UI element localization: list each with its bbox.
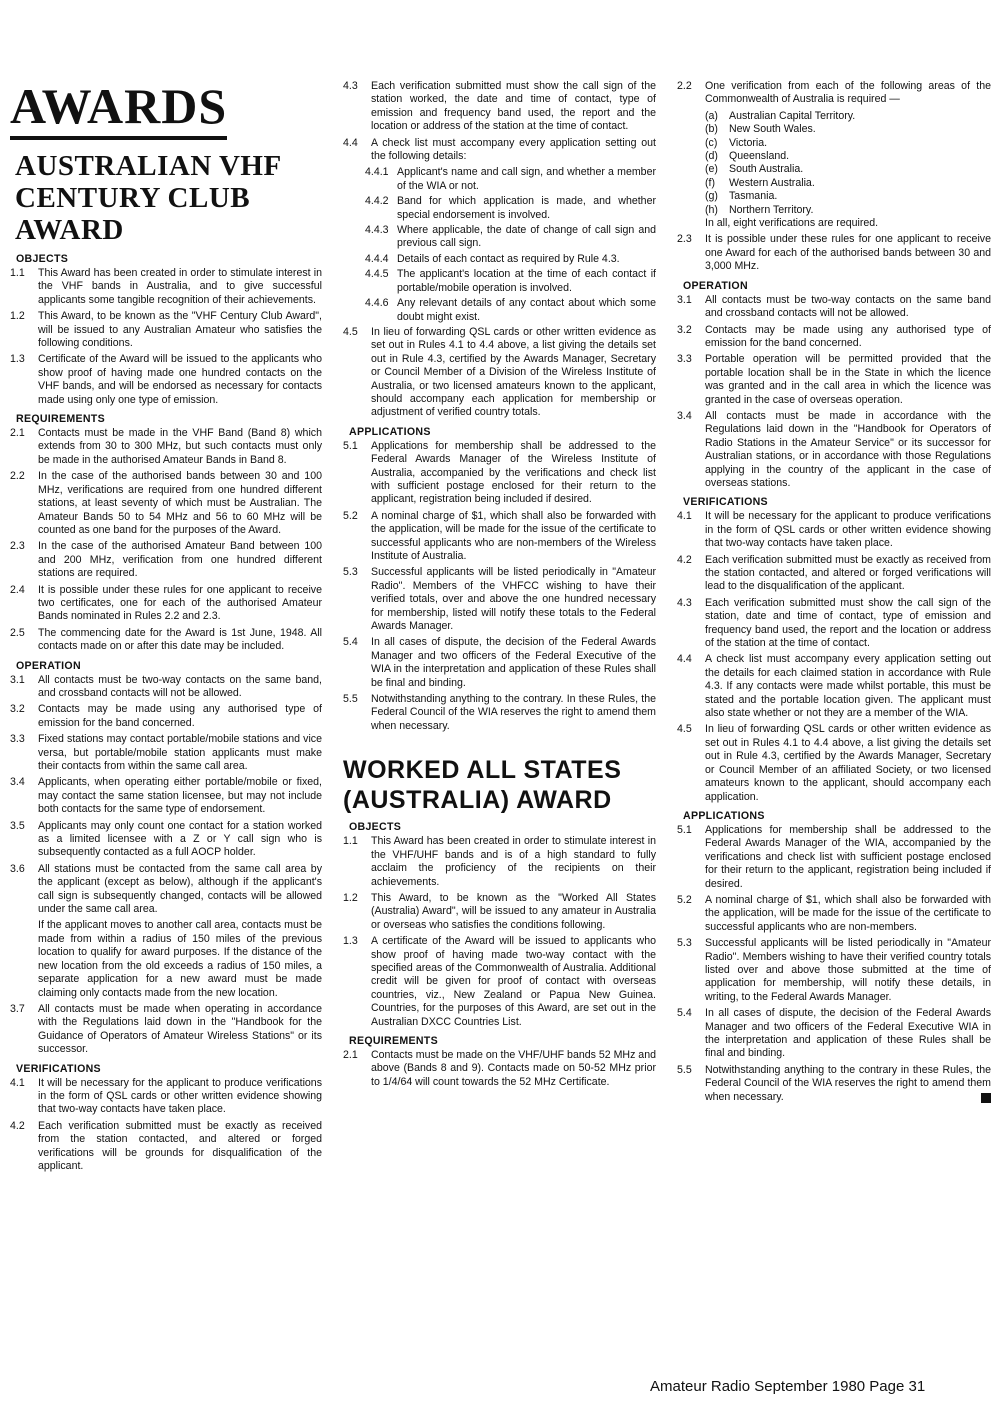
was-verifications-list bbox=[677, 510, 991, 804]
was-verifications-list-item bbox=[677, 597, 991, 651]
vhf-operation-list-item bbox=[10, 703, 322, 730]
item-number: 3.1 bbox=[10, 673, 25, 686]
was-applications-list-item bbox=[677, 824, 991, 891]
vhf-applications-list bbox=[343, 440, 656, 734]
item-text: Fixed stations may contact portable/mobile stations and vice versa, but portable/mobile station applicants must make their contacts from within the same call area. bbox=[38, 733, 322, 772]
was-verifications-list-item bbox=[677, 510, 991, 550]
vhf-verifications-list-b-item bbox=[343, 80, 656, 134]
was-verifications-heading: VERIFICATIONS bbox=[683, 496, 768, 509]
section-title: AWARDS bbox=[10, 80, 227, 140]
item-number: 4.1 bbox=[10, 1076, 25, 1089]
vhf-verifications-list-a-item bbox=[10, 1120, 322, 1174]
was-objects-list-item bbox=[343, 892, 656, 932]
item-number: 2.2 bbox=[677, 80, 692, 92]
vhf-operation-heading: OPERATION bbox=[16, 659, 81, 672]
item-text: Contacts may be made using any authorised type of emission for the band concerned. bbox=[705, 323, 991, 349]
vhf-objects-list-item bbox=[10, 310, 322, 350]
item-number: 3.4 bbox=[10, 776, 25, 789]
vhf-verifications-list-a-item bbox=[10, 1077, 322, 1117]
item-number: 4.4 bbox=[677, 653, 692, 666]
vhf-applications-heading: APPLICATIONS bbox=[349, 425, 431, 438]
item-number: (c) bbox=[705, 136, 718, 149]
vhf-requirements-list-item bbox=[10, 427, 322, 467]
item-number: 4.4.3 bbox=[365, 224, 389, 237]
item-text: This Award, to be known as the "Worked All States (Australia) Award", will be issued to any amateur in Australia or overseas who satisfies the conditions following. bbox=[371, 891, 656, 931]
item-text: Each verification submitted must show the call sign of the station worked, the date and time of contact, type of emission and frequency band used, the report and the location or address of the station at the time of contact. bbox=[371, 80, 656, 133]
vhf-operation-list-item bbox=[10, 674, 322, 701]
item-number: 5.3 bbox=[343, 566, 358, 579]
item-number: 5.2 bbox=[343, 509, 358, 522]
vhf-objects-list-item bbox=[10, 353, 322, 407]
vhf-operation-list bbox=[10, 674, 322, 917]
was-verifications-list-item bbox=[677, 723, 991, 803]
was-applications-list-item bbox=[677, 1064, 991, 1104]
was-requirements-list-2-item bbox=[677, 233, 991, 273]
was-areas-list-item bbox=[705, 150, 991, 163]
item-text: Where applicable, the date of change of call sign and previous call sign. bbox=[397, 224, 656, 250]
item-text: Western Australia. bbox=[729, 176, 815, 189]
item-text: All contacts must be made in accordance with the Regulations laid down in the "Handbook for Operators of Radio Stations in the Amateur Service" or its successor for Australian stations, or in accordance with those Regulations applying in the country of the applicant in the case of overseas stations. bbox=[705, 409, 991, 489]
item-number: 3.7 bbox=[10, 1002, 25, 1015]
item-text: In the case of the authorised Amateur Band between 100 and 200 MHz, verification from one hundred different stations are required. bbox=[38, 540, 322, 580]
end-of-article-mark bbox=[981, 1093, 991, 1103]
item-text: The applicant's location at the time of each contact if portable/mobile operation is involved. bbox=[397, 268, 656, 294]
was-operation-list-item bbox=[677, 353, 991, 407]
vhf-operation-list-item bbox=[10, 776, 322, 816]
item-text: Australian Capital Territory. bbox=[729, 109, 856, 122]
vhf-applications-list-item bbox=[343, 566, 656, 633]
item-number: 2.1 bbox=[10, 427, 25, 440]
vhf-verifications-subitems-item bbox=[365, 224, 656, 251]
item-number: (b) bbox=[705, 123, 718, 136]
item-number: 4.4.2 bbox=[365, 195, 389, 208]
item-number: 3.3 bbox=[10, 733, 25, 746]
was-areas-list-item bbox=[705, 137, 991, 150]
was-objects-list-item bbox=[343, 835, 656, 889]
item-number: (g) bbox=[705, 190, 718, 203]
item-text: A certificate of the Award will be issued to applicants who show proof of having made two-way contact with the specified areas of the Commonwealth of Australia. Additional credit will be given for proof of contact with overseas countries, viz., New Zealand or Papua New Guinea. Countries, for the purposes of this Award, are set out in the Australian DXCC Countries List. bbox=[371, 935, 656, 1028]
vhf-operation-list-item bbox=[10, 733, 322, 773]
page-footer: Amateur Radio September 1980 Page 31 bbox=[650, 1378, 926, 1395]
item-number: (e) bbox=[705, 163, 718, 176]
was-operation-list-item bbox=[677, 324, 991, 351]
vhf-applications-list-item bbox=[343, 636, 656, 690]
was-requirements-heading: REQUIREMENTS bbox=[349, 1034, 438, 1047]
vhf-verifications-subitems-item bbox=[365, 268, 656, 295]
item-number: 1.2 bbox=[343, 891, 358, 904]
vhf-objects-list bbox=[10, 267, 322, 407]
item-text: All contacts must be two-way contacts on the same band and crossband contacts will not be allowed. bbox=[705, 293, 991, 320]
item-number: 1.3 bbox=[10, 353, 25, 366]
item-text: New South Wales. bbox=[729, 123, 816, 136]
item-text: Each verification submitted must be exactly as received from the station contacted, and altered or forged verifications will lead to the disqualification of the applicant. bbox=[705, 553, 991, 593]
vhf-verifications-list-b-item bbox=[343, 137, 656, 164]
item-number: 3.6 bbox=[10, 862, 25, 875]
item-number: (f) bbox=[705, 176, 715, 189]
item-number: 4.2 bbox=[10, 1119, 25, 1132]
item-number: (h) bbox=[705, 203, 718, 216]
was-operation-heading: OPERATION bbox=[683, 279, 748, 292]
vhf-verifications-list-2 bbox=[343, 326, 656, 420]
item-text: Victoria. bbox=[729, 136, 768, 149]
item-number: (a) bbox=[705, 109, 718, 122]
vhf-verifications-list-b bbox=[343, 80, 656, 163]
was-applications-list-item bbox=[677, 1007, 991, 1061]
vhf-requirements-list-item bbox=[10, 470, 322, 537]
item-number: 4.2 bbox=[677, 553, 692, 566]
item-text: Successful applicants will be listed periodically in "Amateur Radio". Members of the VHFCC wishing to have their verified totals, over and above the one hundred necessary for membership, listed will notify these totals to the Federal Awards Manager. bbox=[371, 566, 656, 633]
was-objects-heading: OBJECTS bbox=[349, 821, 402, 834]
vhf-verifications-subitems-item bbox=[365, 195, 656, 222]
item-text: Applications for membership shall be addressed to the Federal Awards Manager of the Wireless Institute of Australia, accompanied by the verifications and check list with sufficient postage enclosed for their return to the applicant, registration being included if desired. bbox=[371, 439, 656, 506]
item-number: 4.3 bbox=[343, 80, 358, 92]
item-number: 3.1 bbox=[677, 293, 692, 306]
item-text: It will be necessary for the applicant to produce verifications in the form of QSL cards or other written evidence showing that two-way contacts have taken place. bbox=[38, 1076, 322, 1116]
was-areas-list-item bbox=[705, 190, 991, 203]
item-text: This Award has been created in order to stimulate interest in the VHF bands in Australia, and to give successful applicants some tangible recognition of their achievements. bbox=[38, 267, 322, 306]
vhf-verifications-subitems-item bbox=[365, 297, 656, 324]
vhf-requirements-list bbox=[10, 427, 322, 654]
item-text: Applicant's name and call sign, and whether a member of the WIA or not. bbox=[397, 166, 656, 192]
was-requirements-list-a bbox=[343, 1049, 656, 1089]
vhf-operation-list-item bbox=[10, 863, 322, 917]
was-operation-list bbox=[677, 294, 991, 491]
was-applications-list-item bbox=[677, 894, 991, 934]
item-number: 5.2 bbox=[677, 893, 692, 906]
item-number: 4.4.1 bbox=[365, 166, 389, 179]
item-number: 2.4 bbox=[10, 583, 25, 596]
item-text: All stations must be contacted from the same call area by the applicant (except as below), although if the applicant's call sign is subsequently changed, contacts will be allowed under the same call area. bbox=[38, 862, 322, 916]
was-applications-list bbox=[677, 824, 991, 1104]
vhf-verifications-heading: VERIFICATIONS bbox=[16, 1062, 101, 1075]
was-objects-list-item bbox=[343, 935, 656, 1029]
item-number: 3.5 bbox=[10, 819, 25, 832]
item-text: Details of each contact as required by Rule 4.3. bbox=[397, 252, 620, 265]
item-number: 4.4.6 bbox=[365, 297, 389, 310]
item-number: 3.3 bbox=[677, 353, 692, 366]
item-text: All contacts must be two-way contacts on the same band, and crossband contacts will not be allowed. bbox=[38, 673, 322, 699]
item-text: Portable operation will be permitted provided that the portable location shall be in the State in which the licence was granted and in the call area in which the licence was granted in the case of overseas operation. bbox=[705, 353, 991, 406]
vhf-verifications-subitems bbox=[343, 166, 656, 323]
item-text: A nominal charge of $1, which shall also be forwarded with the application, will be made for the issue of the certificate to successful applicants who are non-members of the Wireless Institute of Australia. bbox=[371, 509, 656, 562]
was-areas-list-item bbox=[705, 163, 991, 176]
item-number: 5.1 bbox=[343, 439, 358, 452]
item-text: This Award, to be known as the "VHF Century Club Award", will be issued to any Australian Amateur who satisfies the following conditions. bbox=[38, 310, 322, 350]
vhf-applications-list-item bbox=[343, 693, 656, 733]
item-text: This Award has been created in order to stimulate interest in the VHF/UHF bands and is of a high standard to fully acclaim the proficiency of the recipients on their achievements. bbox=[371, 835, 656, 888]
was-requirements-list-2 bbox=[677, 233, 991, 273]
item-text: Each verification submitted must be exactly as received from the station contacted, and altered or forged verifications will be grounds for disqualification of the applicant. bbox=[38, 1119, 322, 1172]
item-text: One verification from each of the following areas of the Commonwealth of Australia is required — bbox=[705, 80, 991, 106]
item-number: 2.3 bbox=[677, 233, 692, 246]
vhf-requirements-list-item bbox=[10, 627, 322, 654]
item-text: Certificate of the Award will be issued to the applicants who show proof of having made one hundred contacts on the VHF bands, and will be endorsed as necessary for contacts made using only one type of emission. bbox=[38, 353, 322, 406]
item-text: Band for which application is made, and whether special endorsement is involved. bbox=[397, 195, 656, 221]
was-verifications-list-item bbox=[677, 653, 991, 720]
item-number: 4.1 bbox=[677, 510, 692, 523]
item-number: 4.5 bbox=[677, 723, 692, 736]
was-requirements-list-b-item bbox=[677, 80, 991, 107]
item-text: Any relevant details of any contact about which some doubt might exist. bbox=[397, 297, 656, 323]
item-text: The commencing date for the Award is 1st June, 1948. All contacts made on or after this date may be included. bbox=[38, 626, 322, 653]
vhf-objects-heading: OBJECTS bbox=[16, 253, 69, 265]
vhf-requirements-heading: REQUIREMENTS bbox=[16, 413, 105, 426]
was-objects-list bbox=[343, 835, 656, 1029]
item-text: Tasmania. bbox=[729, 190, 778, 203]
vhf-verifications-list-a bbox=[10, 1077, 322, 1174]
was-areas-list-item bbox=[705, 110, 991, 123]
was-areas-list-item bbox=[705, 177, 991, 190]
vhf-verifications-list-2-item bbox=[343, 326, 656, 420]
column-2 bbox=[343, 80, 656, 1092]
was-areas-list-item bbox=[705, 123, 991, 136]
column-1 bbox=[10, 80, 322, 1176]
item-number: 2.5 bbox=[10, 626, 25, 639]
item-text: Each verification submitted must show the call sign of the station, date and time of contact, type of emission and frequency band used, the report and the location or address of the station at the time of contact. bbox=[705, 596, 991, 650]
item-number: 1.1 bbox=[343, 835, 358, 848]
item-number: 5.1 bbox=[677, 823, 692, 836]
was-operation-list-item bbox=[677, 410, 991, 490]
item-number: 4.4 bbox=[343, 136, 358, 149]
item-number: 1.1 bbox=[10, 267, 25, 279]
vhf-verifications-subitems-item bbox=[365, 253, 656, 266]
item-number: 5.5 bbox=[677, 1063, 692, 1076]
vhf-requirements-list-item bbox=[10, 540, 322, 580]
item-number: 2.3 bbox=[10, 540, 25, 553]
item-text: Contacts must be made on the VHF/UHF bands 52 MHz and above (Bands 8 and 9). Contacts made on 50-52 MHz prior to 1/4/64 will count towards the 52 MHz Certificate. bbox=[371, 1048, 656, 1088]
item-text: It will be necessary for the applicant to produce verifications in the form of QSL cards or other written evidence showing that two-way contacts have taken place. bbox=[705, 510, 991, 550]
was-operation-list-item bbox=[677, 294, 991, 321]
item-number: 2.2 bbox=[10, 470, 25, 483]
item-number: 5.5 bbox=[343, 693, 358, 706]
item-number: 4.3 bbox=[677, 596, 692, 609]
item-number: 2.1 bbox=[343, 1048, 358, 1061]
was-areas-note: In all, eight verifications are required. bbox=[705, 217, 879, 230]
vhf-operation-list-2 bbox=[10, 1003, 322, 1057]
item-text: Contacts must be made in the VHF Band (Band 8) which extends from 30 to 300 MHz, but such contacts must only be made in the authorised Amateur Bands in Band 8. bbox=[38, 427, 322, 466]
was-applications-heading: APPLICATIONS bbox=[683, 809, 765, 822]
item-number: 5.4 bbox=[343, 636, 358, 649]
item-text: In lieu of forwarding QSL cards or other written evidence as set out in Rules 4.1 to 4.4 above, a list giving the details set out in Rule 4.3, certified by the Awards Manager, Secretary or Council Member of an affiliated Society, or two licensed amateurs known to the applicant, should accompany each application. bbox=[705, 723, 991, 803]
item-text: South Australia. bbox=[729, 163, 804, 176]
item-number: 1.2 bbox=[10, 310, 25, 323]
item-number: 3.2 bbox=[677, 323, 692, 336]
item-text: In all cases of dispute, the decision of the Federal Awards Manager and two officers of the Federal Executive of the WIA in the interpretation and application of these Rules shall be final and binding. bbox=[371, 636, 656, 689]
was-verifications-list-item bbox=[677, 554, 991, 594]
item-number: (d) bbox=[705, 150, 718, 163]
vhf-applications-list-item bbox=[343, 510, 656, 564]
column-3 bbox=[677, 80, 991, 1107]
item-text: Queensland. bbox=[729, 150, 790, 163]
was-requirements-list-a-item bbox=[343, 1049, 656, 1089]
item-number: 4.5 bbox=[343, 325, 358, 338]
item-text: Northern Territory. bbox=[729, 203, 814, 216]
item-text: In the case of the authorised bands between 30 and 100 MHz, verifications are required from one hundred different stations, at least seventy of which must be Australian. The Amateur Bands 50 to 54 MHz and 56 to 60 MHz will be counted as one band for the purposes of the Award. bbox=[38, 470, 322, 536]
vhf-operation-list-item bbox=[10, 820, 322, 860]
item-number: 5.4 bbox=[677, 1007, 692, 1020]
vhf-operation-list-2-item bbox=[10, 1003, 322, 1057]
was-applications-list-item bbox=[677, 937, 991, 1004]
item-number: 1.3 bbox=[343, 935, 358, 948]
item-text: Applicants may only count one contact for a station worked as a limited licensee with a Z or Y call sign who is subsequently contacted as a full AOCP holder. bbox=[38, 819, 322, 859]
item-text: Applicants, when operating either portable/mobile or fixed, may contact the same station licensee, but may not include both contacts for the same type of endorsement. bbox=[38, 776, 322, 816]
item-text: A check list must accompany every application setting out the following details: bbox=[371, 136, 656, 163]
item-number: 4.4.5 bbox=[365, 268, 389, 281]
item-text: It is possible under these rules for one applicant to receive one Award for each of the authorised bands between 30 and 3,000 MHz. bbox=[705, 233, 991, 273]
item-text: Notwithstanding anything to the contrary in these Rules, the Federal Council of the WIA reserves the right to amend them when necessary. bbox=[705, 1063, 991, 1103]
item-text: A nominal charge of $1, which shall also be forwarded with the application, will be made for the issue of the certificate to successful applicants who are non-members. bbox=[705, 893, 991, 933]
item-text: It is possible under these rules for one applicant to receive two certificates, one for each of the authorised Amateur Bands nominated in Rules 2.2 and 2.3. bbox=[38, 583, 322, 623]
item-text: All contacts must be made when operating in accordance with the Regulations laid down in the "Handbook for the Guidance of Operators of Amateur Wireless Stations" or its successor. bbox=[38, 1002, 322, 1056]
item-text: Contacts may be made using any authorised type of emission for the band concerned. bbox=[38, 703, 322, 729]
vhf-verifications-subitems-item bbox=[365, 166, 656, 193]
was-award-title: WORKED ALL STATES (AUSTRALIA) AWARD bbox=[343, 756, 622, 815]
vhf-award-title: AUSTRALIAN VHF CENTURY CLUB AWARD bbox=[15, 150, 282, 246]
item-text: Applications for membership shall be addressed to the Federal Awards Manager of the WIA, accompanied by the verifications and check list with sufficient postage enclosed for their return to the applicant, registration being included if desired. bbox=[705, 823, 991, 890]
was-areas-list-item bbox=[705, 204, 991, 217]
was-requirements-list-b bbox=[677, 80, 991, 107]
vhf-requirements-list-item bbox=[10, 584, 322, 624]
was-areas-list bbox=[677, 110, 991, 217]
vhf-objects-list-item bbox=[10, 267, 322, 307]
vhf-operation-note: If the applicant moves to another call area, contacts must be made from within a radius of 150 miles of the previous location to qualify for award purposes. If the distance of the new location from the old exceeds a radius of 150 miles, a separate application for a new award must be made claiming only contacts made from the new location. bbox=[38, 919, 322, 999]
item-text: Successful applicants will be listed periodically in "Amateur Radio". Members wishing to have their verified country totals listed over and above those submitted at the time of application for membership, will notify these details, in writing, to the Federal Awards Manager. bbox=[705, 937, 991, 1003]
item-number: 3.2 bbox=[10, 703, 25, 716]
item-number: 4.4.4 bbox=[365, 252, 389, 265]
item-number: 3.4 bbox=[677, 409, 692, 422]
item-number: 5.3 bbox=[677, 937, 692, 950]
item-text: In lieu of forwarding QSL cards or other written evidence as set out in Rules 4.1 to 4.4 above, a list giving the details set out in Rule 4.3, certified by the Awards Manager, Secretary or Council Member of a Division of the Wireless Institute of Australia, or two licensed amateurs known to the applicant, should accompany each application for membership or adjustment of verified country totals. bbox=[371, 325, 656, 419]
item-text: Notwithstanding anything to the contrary. In these Rules, the Federal Council of the WIA reserves the right to amend them when necessary. bbox=[371, 693, 656, 732]
item-text: A check list must accompany every application setting out the details for each claimed station in accordance with Rule 4.3. If any contacts were made whilst portable, this must be stated and the portable location given. The applicant must also state whether or not they are a member of the WIA. bbox=[705, 653, 991, 720]
item-text: In all cases of dispute, the decision of the Federal Awards Manager and two officers of the Federal Executive WIA in the interpretation and application of these Rules shall be final and binding. bbox=[705, 1007, 991, 1060]
vhf-applications-list-item bbox=[343, 440, 656, 507]
